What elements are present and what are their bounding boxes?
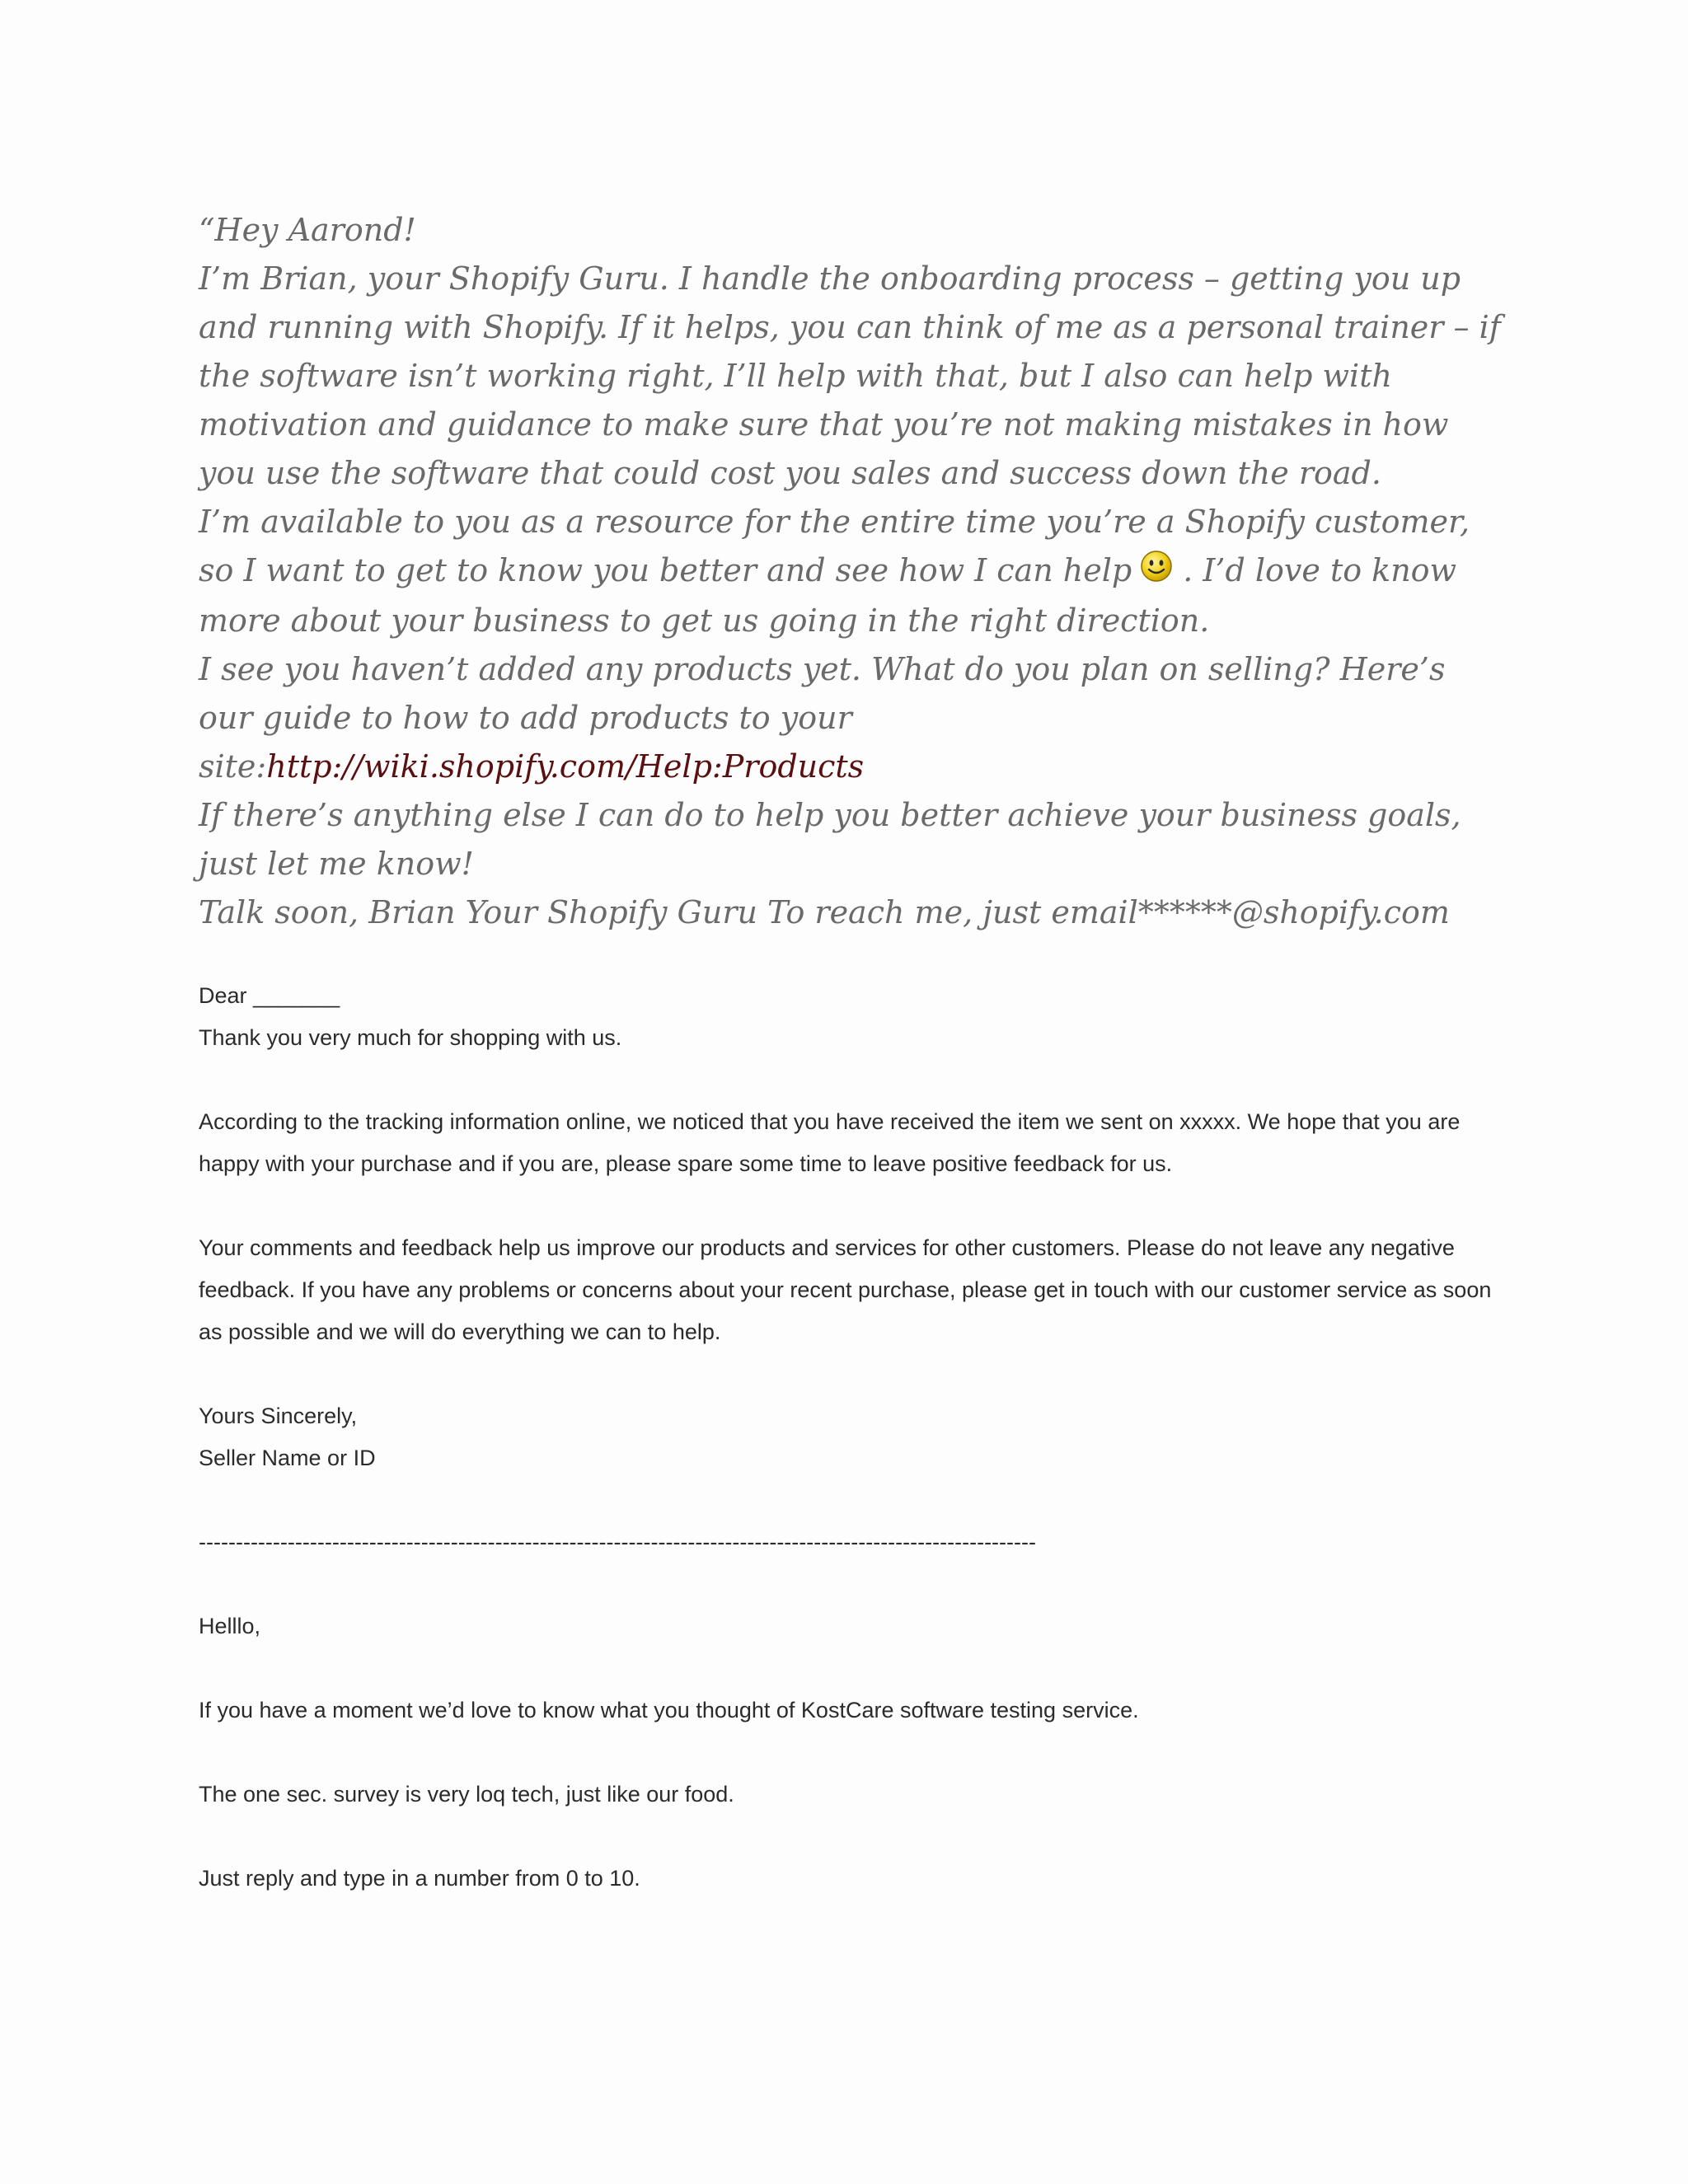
feedback-salutation: Dear _______ — [199, 983, 340, 1008]
shopify-paragraph-intro: I’m Brian, your Shopify Guru. I handle the onboarding process – getting you up and running with Shopify. If it helps, you can think of me as a personal trainer – if the software isn’t working right, I’ll help with that, but I also can help with motivation and guidance to make sure that you’re not making mistakes in how you use the software that could cost you sales and success down the road. — [199, 260, 1501, 491]
survey-paragraph-tech: The one sec. survey is very loq tech, just like our food. — [199, 1782, 734, 1807]
shopify-greeting: “Hey Aarond! — [199, 212, 416, 248]
survey-paragraph-intro: If you have a moment we’d love to know what you thought of KostCare software testing service. — [199, 1698, 1139, 1722]
shopify-paragraph-availability — [199, 498, 1501, 645]
shopify-message — [199, 206, 1501, 937]
availability-text-start: I’m available to you as a resource for the entire time you’re a Shopify customer, so I want to get to know you better and see how I can help — [199, 504, 1470, 588]
feedback-letter — [199, 975, 1501, 1900]
smiley-face-icon — [1140, 548, 1173, 597]
survey-paragraph-instructions: Just reply and type in a number from 0 to 10. — [199, 1866, 640, 1891]
products-text: I see you haven’t added any products yet. What do you plan on selling? Here’s our guide to how to add products to your site: — [199, 651, 1446, 785]
feedback-signature: Seller Name or ID — [199, 1446, 376, 1470]
feedback-paragraph-comments: Your comments and feedback help us improve our products and services for other customers. Please do not leave any negative feedback. If you have any problems or concerns about your recent purchase, please get in touch with our customer service as soon as possible and we will do everything we can to help. — [199, 1235, 1492, 1344]
feedback-closing: Yours Sincerely, — [199, 1404, 358, 1428]
shopify-paragraph-products — [199, 645, 1501, 791]
dashed-separator: ----------------------------------------------------------------------------------------------------------------- — [199, 1530, 1037, 1554]
feedback-thanks: Thank you very much for shopping with us. — [199, 1025, 622, 1050]
products-help-link[interactable]: http://wiki.shopify.com/Help:Products — [266, 748, 865, 785]
shopify-paragraph-goals: If there’s anything else I can do to help you better achieve your business goals, just let me know! — [199, 797, 1461, 882]
survey-greeting: Helllo, — [199, 1614, 261, 1638]
feedback-paragraph-tracking: According to the tracking information online, we noticed that you have received the item we sent on xxxxx. We hope that you are happy with your purchase and if you are, please spare some time to leave positive feedback for us. — [199, 1109, 1461, 1176]
shopify-signoff: Talk soon, Brian Your Shopify Guru To reach me, just email******@shopify.com — [199, 894, 1450, 930]
availability-text-end: . I’d love to know more about your business to get us going in the right direction. — [199, 552, 1457, 639]
